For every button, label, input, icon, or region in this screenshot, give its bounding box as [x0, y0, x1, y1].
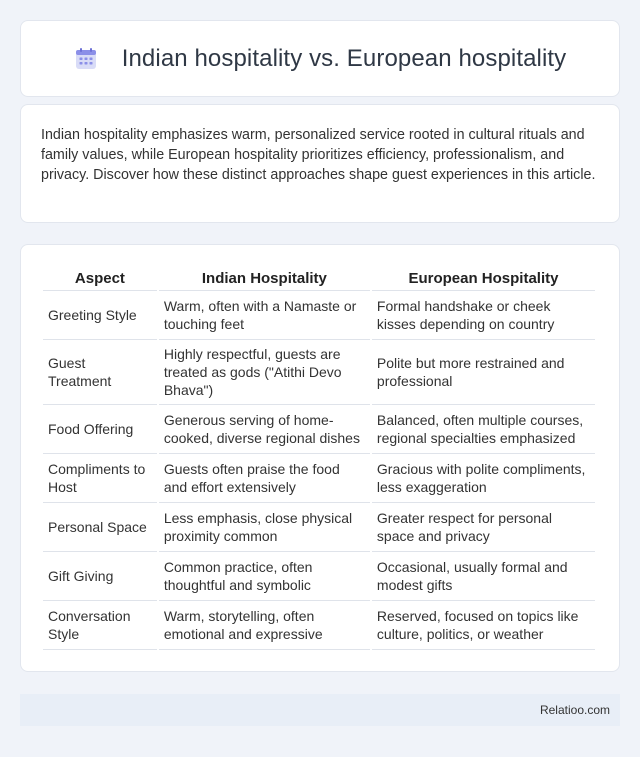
column-header-european: European Hospitality [372, 265, 595, 291]
column-header-indian: Indian Hospitality [159, 265, 370, 291]
indian-cell: Common practice, often thoughtful and symbolic [159, 552, 370, 601]
calendar-icon [74, 47, 98, 71]
table-row [43, 405, 595, 454]
european-cell: Greater respect for personal space and privacy [372, 503, 595, 552]
european-cell: Balanced, often multiple courses, regional specialties emphasized [372, 405, 595, 454]
footer-brand[interactable]: Relatioo.com [539, 703, 610, 717]
indian-cell: Highly respectful, guests are treated as gods ("Atithi Devo Bhava") [159, 340, 370, 405]
table-row [43, 454, 595, 503]
european-cell: Occasional, usually formal and modest gifts [372, 552, 595, 601]
indian-cell: Less emphasis, close physical proximity common [159, 503, 370, 552]
european-cell: Gracious with polite compliments, less exaggeration [372, 454, 595, 503]
aspect-cell: Conversation Style [43, 601, 157, 650]
table-row [43, 503, 595, 552]
aspect-cell: Greeting Style [43, 291, 157, 340]
table-header-row [43, 265, 595, 291]
table-row [43, 340, 595, 405]
footer [20, 694, 620, 726]
european-cell: Formal handshake or cheek kisses depending on country [372, 291, 595, 340]
table-card [20, 244, 620, 672]
aspect-cell: Food Offering [43, 405, 157, 454]
aspect-cell: Personal Space [43, 503, 157, 552]
aspect-cell: Compliments to Host [43, 454, 157, 503]
title-wrap [74, 45, 567, 73]
indian-cell: Warm, often with a Namaste or touching feet [159, 291, 370, 340]
comparison-table [41, 265, 597, 650]
indian-cell: Guests often praise the food and effort extensively [159, 454, 370, 503]
indian-cell: Generous serving of home-cooked, diverse regional dishes [159, 405, 370, 454]
european-cell: Polite but more restrained and professional [372, 340, 595, 405]
aspect-cell: Guest Treatment [43, 340, 157, 405]
european-cell: Reserved, focused on topics like culture, politics, or weather [372, 601, 595, 650]
table-row [43, 291, 595, 340]
title-card [20, 20, 620, 97]
table-row [43, 601, 595, 650]
intro-card [20, 104, 620, 223]
indian-cell: Warm, storytelling, often emotional and expressive [159, 601, 370, 650]
table-row [43, 552, 595, 601]
aspect-cell: Gift Giving [43, 552, 157, 601]
column-header-aspect: Aspect [43, 265, 157, 291]
intro-text: Indian hospitality emphasizes warm, personalized service rooted in cultural rituals and family values, while European hospitality prioritizes efficiency, professionalism, and privacy. Discover how these distinct approaches shape guest experiences in this article. [41, 127, 596, 183]
page-title: Indian hospitality vs. European hospitality [121, 44, 567, 72]
